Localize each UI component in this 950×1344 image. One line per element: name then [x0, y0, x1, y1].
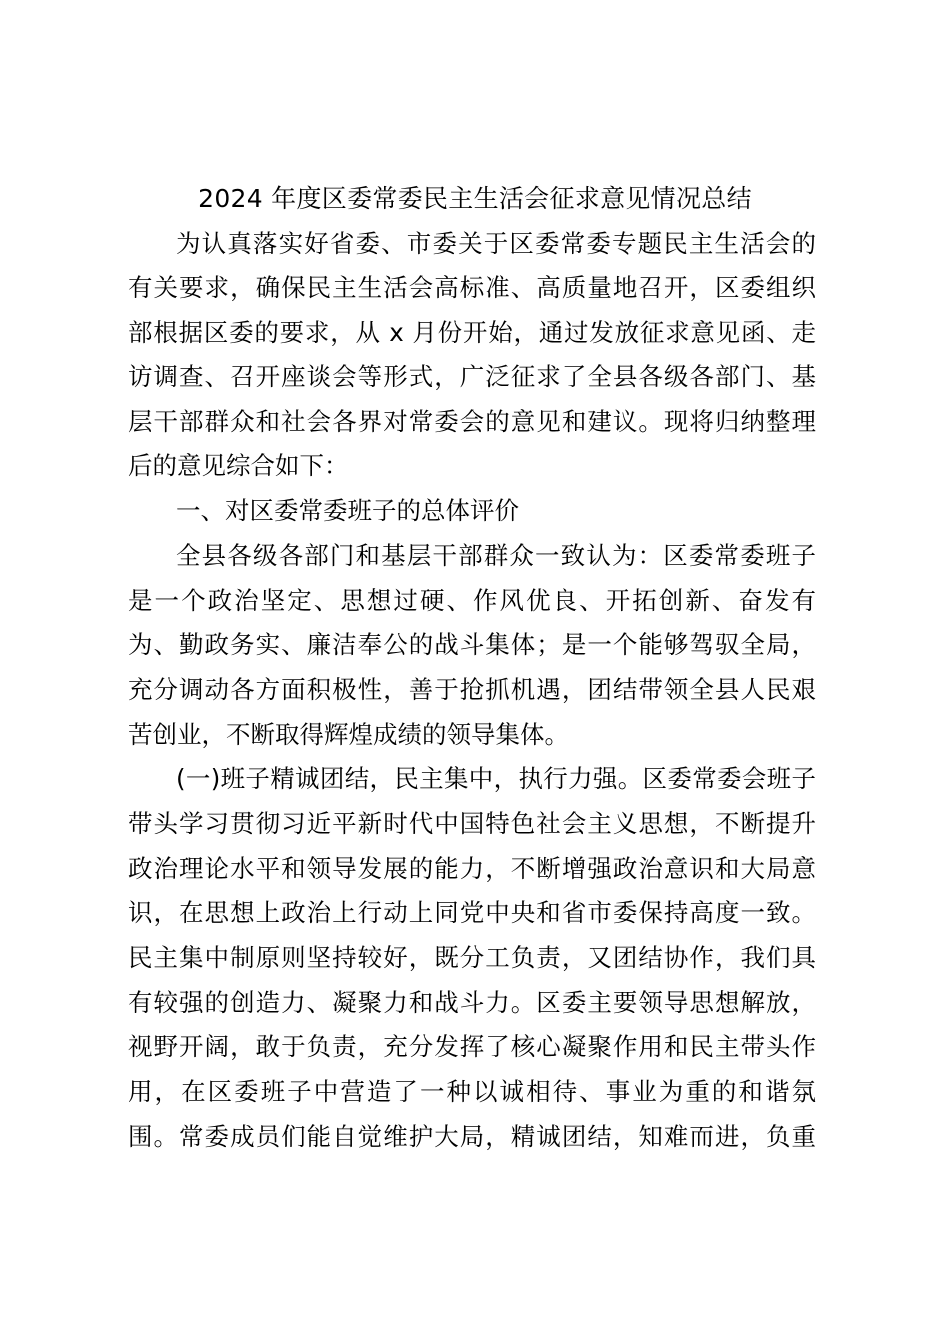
paragraph-line: 为认真落实好省委、市委关于区委常委专题民主生活会的	[176, 229, 816, 258]
paragraph-line: 有关要求，确保民主生活会高标准、高质量地召开，区委组织	[128, 273, 816, 302]
paragraph-line: 层干部群众和社会各界对常委会的意见和建议。现将归纳整理	[128, 407, 816, 436]
paragraph-line: 苦创业，不断取得辉煌成绩的领导集体。	[128, 720, 569, 749]
paragraph-line: 视野开阔，敢于负责，充分发挥了核心凝聚作用和民主带头作	[128, 1032, 816, 1061]
paragraph-line: 访调查、召开座谈会等形式，广泛征求了全县各级各部门、基	[128, 362, 816, 391]
paragraph-line: (一)班子精诚团结，民主集中，执行力强。区委常委会班子	[176, 764, 816, 793]
paragraph-line: 识，在思想上政治上行动上同党中央和省市委保持高度一致。	[128, 898, 816, 927]
paragraph-line: 后的意见综合如下：	[128, 451, 349, 480]
paragraph-line: 为、勤政务实、廉洁奉公的战斗集体；是一个能够驾驭全局，	[128, 630, 816, 659]
paragraph-line: 部根据区委的要求，从 x 月份开始，通过发放征求意见函、走	[128, 318, 816, 347]
paragraph-line: 民主集中制原则坚持较好，既分工负责，又团结协作，我们具	[128, 943, 816, 972]
paragraph-line: 充分调动各方面积极性，善于抢抓机遇，团结带领全县人民艰	[128, 675, 816, 704]
paragraph-line: 围。常委成员们能自觉维护大局，精诚团结，知难而进，负重	[128, 1122, 816, 1151]
paragraph-line: 是一个政治坚定、思想过硬、作风优良、开拓创新、奋发有	[128, 586, 816, 615]
paragraph-line: 政治理论水平和领导发展的能力，不断增强政治意识和大局意	[128, 854, 816, 883]
section-heading: 一、对区委常委班子的总体评价	[176, 496, 519, 525]
paragraph-line: 带头学习贯彻习近平新时代中国特色社会主义思想，不断提升	[128, 809, 816, 838]
document-title: 2024 年度区委常委民主生活会征求意见情况总结	[198, 184, 752, 213]
paragraph-line: 全县各级各部门和基层干部群众一致认为：区委常委班子	[176, 541, 816, 570]
paragraph-line: 有较强的创造力、凝聚力和战斗力。区委主要领导思想解放，	[128, 988, 816, 1017]
paragraph-line: 用，在区委班子中营造了一种以诚相待、事业为重的和谐氛	[128, 1077, 816, 1106]
